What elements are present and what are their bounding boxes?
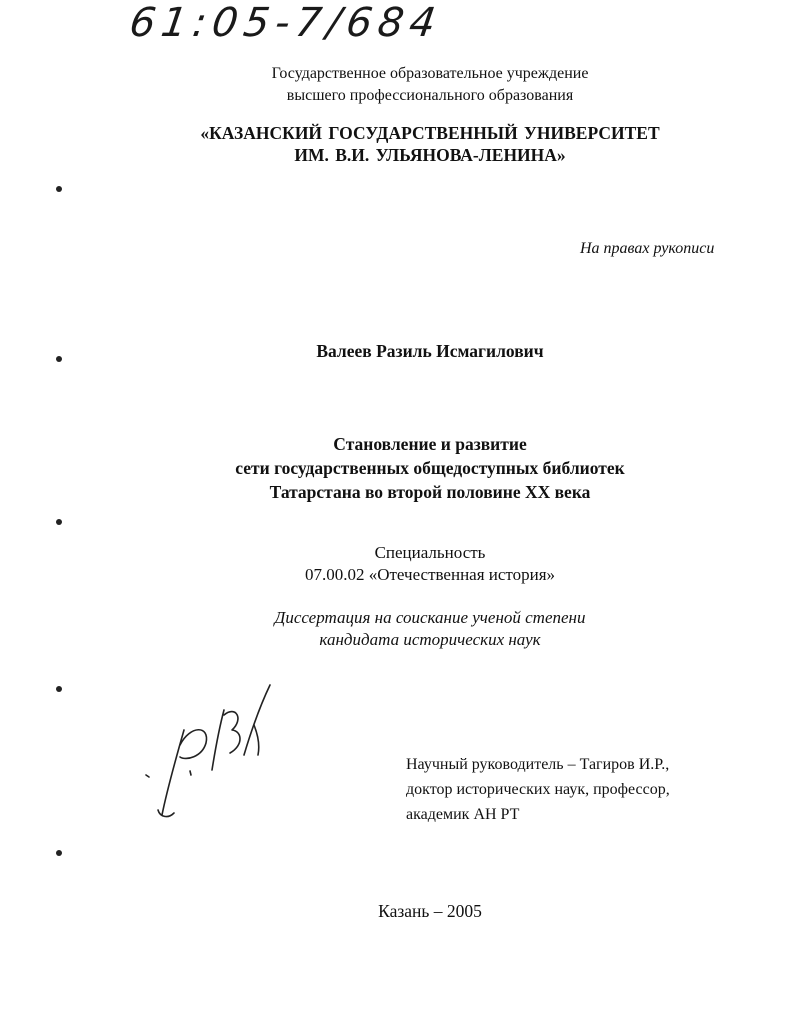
institution-header <box>60 63 793 107</box>
supervisor-line-3: академик АН РТ <box>406 806 520 823</box>
handwritten-catalog-code: 61:05-7/684 <box>126 0 445 46</box>
degree-line-1: Диссертация на соискание ученой степени <box>274 608 586 627</box>
degree-block <box>60 607 793 651</box>
thesis-title-line-3: Татарстана во второй половине XX века <box>269 482 591 502</box>
university-name <box>60 122 793 166</box>
thesis-title-line-2: сети государственных общедоступных библиотек <box>235 458 625 478</box>
binding-dot <box>56 519 62 525</box>
author-name: Валеев Разиль Исмагилович <box>316 341 544 361</box>
thesis-title-line-1: Становление и развитие <box>333 434 527 454</box>
thesis-title <box>60 432 793 504</box>
binding-dot <box>56 186 62 192</box>
institution-line-1: Государственное образовательное учреждение <box>271 65 589 82</box>
university-line-2: ИМ. В.И. УЛЬЯНОВА-ЛЕНИНА» <box>294 145 566 165</box>
university-line-1: «КАЗАНСКИЙ ГОСУДАРСТВЕННЫЙ УНИВЕРСИТЕТ <box>200 123 660 143</box>
specialty-label: Специальность <box>374 543 486 562</box>
binding-dot <box>56 356 62 362</box>
handwritten-signature-icon <box>140 675 290 825</box>
specialty-value: 07.00.02 «Отечественная история» <box>304 565 556 584</box>
supervisor-block <box>406 752 670 827</box>
specialty-block <box>60 542 793 586</box>
supervisor-line-2: доктор исторических наук, профессор, <box>406 781 670 798</box>
degree-line-2: кандидата исторических наук <box>319 630 541 649</box>
binding-dot <box>56 850 62 856</box>
binding-dot <box>56 686 62 692</box>
rights-note: На правах рукописи <box>580 240 715 257</box>
institution-line-2: высшего профессионального образования <box>286 87 574 104</box>
city-year: Казань – 2005 <box>378 901 482 921</box>
supervisor-line-1: Научный руководитель – Тагиров И.Р., <box>406 756 670 773</box>
